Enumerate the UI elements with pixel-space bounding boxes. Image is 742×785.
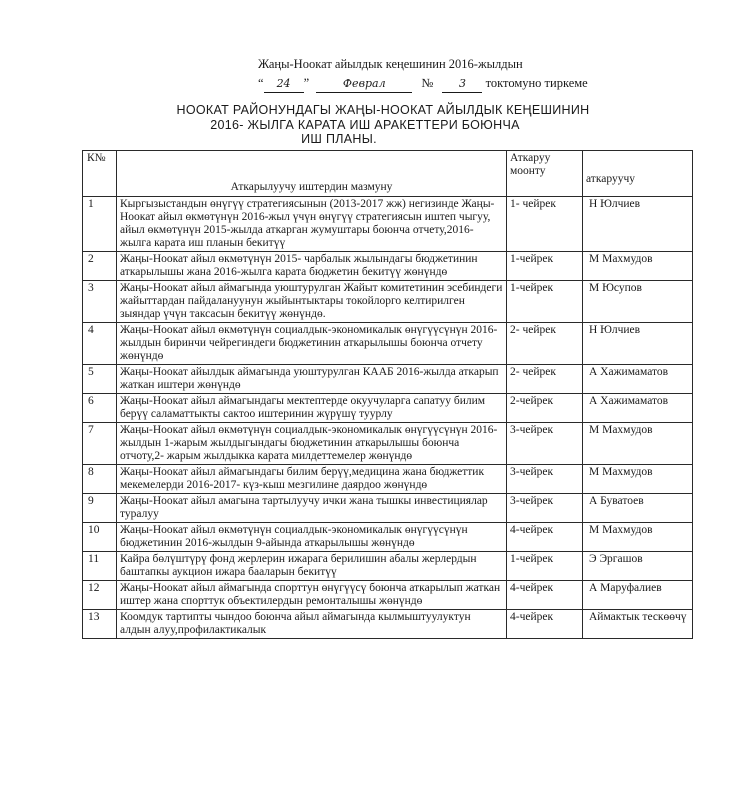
table-row [83, 494, 693, 523]
row-deadline: 1-чейрек [507, 252, 583, 281]
annex-line-2 [258, 75, 588, 93]
annex-tail: токтомуно тиркеме [485, 76, 588, 90]
row-number: 9 [83, 494, 117, 523]
handwritten-number: 3 [442, 76, 482, 93]
row-responsible: Э Эргашов [583, 552, 693, 581]
table-row [83, 365, 693, 394]
table-row [83, 423, 693, 465]
row-responsible: А Хажимаматов [583, 394, 693, 423]
row-number: 3 [83, 281, 117, 323]
row-number: 4 [83, 323, 117, 365]
row-responsible: М Махмудов [583, 423, 693, 465]
header-deadline: Аткаруу моонту [507, 151, 583, 197]
row-number: 12 [83, 581, 117, 610]
row-content: Коомдук тартипты чындоо боюнча айыл аймагында кылмыштуулуктун алдын алуу,профилактикалык [117, 610, 507, 639]
header-responsible: аткаруучу [583, 151, 693, 197]
row-deadline: 4-чейрек [507, 523, 583, 552]
row-responsible: М Юсупов [583, 281, 693, 323]
row-responsible: М Махмудов [583, 465, 693, 494]
work-plan-table [82, 150, 693, 639]
handwritten-month: Феврал [316, 76, 412, 93]
row-deadline: 4-чейрек [507, 610, 583, 639]
table-row [83, 323, 693, 365]
row-content: Жаңы-Ноокат айыл өкмөтүнүн социалдык-экономикалык өнүгүүсүнүн 2016-жылдын 1-жарым жылдыгындагы бюджетинин аткарылышы боюнча отчоту,2- жарым жылдыкка карата милдеттемелер жөнүндө [117, 423, 507, 465]
row-deadline: 2- чейрек [507, 365, 583, 394]
document-title-line-1: НООКАТ РАЙОНУНДАГЫ ЖАҢЫ-НООКАТ АЙЫЛДЫК КЕҢЕШИНИН [176, 103, 590, 117]
row-content: Жаңы-Ноокат айыл өкмөтүнүн социалдык-экономикалык өнүгүүсүнүн 2016-жылдын биринчи чейрегиндеги бюджетинин аткарылышы боюнча отчету жөнүндө [117, 323, 507, 365]
row-responsible: Н Юлчиев [583, 197, 693, 252]
row-responsible: А Хажимаматов [583, 365, 693, 394]
row-number: 2 [83, 252, 117, 281]
row-number: 6 [83, 394, 117, 423]
table-row [83, 281, 693, 323]
row-content: Жаңы-Ноокат айыл амагына тартылуучу ички жана тышкы инвестициялар туралуу [117, 494, 507, 523]
header-content: Аткарылуучу иштердин мазмуну [117, 151, 507, 197]
row-deadline: 2-чейрек [507, 394, 583, 423]
row-deadline: 3-чейрек [507, 494, 583, 523]
row-responsible: М Махмудов [583, 252, 693, 281]
table-row [83, 465, 693, 494]
table-row [83, 394, 693, 423]
row-content: Жаңы-Ноокат айыл аймагындагы мектептерде окуучуларга сапатуу билим берүү саламаттыкты сактоо иштеринин жүрүшү туурлу [117, 394, 507, 423]
document-title-line-3: ИШ ПЛАНЫ. [301, 132, 377, 146]
table-row [83, 252, 693, 281]
row-number: 1 [83, 197, 117, 252]
row-number: 10 [83, 523, 117, 552]
table-row [83, 523, 693, 552]
table-row [83, 197, 693, 252]
row-number: 13 [83, 610, 117, 639]
table-row [83, 552, 693, 581]
close-quote: ” [303, 76, 310, 90]
row-content: Кыргызыстандын өнүгүү стратегиясынын (2013-2017 жж) негизинде Жаңы-Ноокат айыл өкмөтүнүн 2016-жыл үчүн өнүгүү стратегиясын иштеп чыгуу, айыл өкмөтүнүн 2015-жылда аткарган жумуштары боюнча отчету,2016-жылга карата иш планын бекитүү [117, 197, 507, 252]
row-content: Жаңы-Ноокат айыл өкмөтүнүн 2015- чарбалык жылындагы бюджетинин аткарылышы жана 2016-жылга карата бюджетин бекитүү жөнүндө [117, 252, 507, 281]
header-number: К№ [83, 151, 117, 197]
row-number: 11 [83, 552, 117, 581]
row-content: Кайра бөлүштүрү фонд жерлерин ижарага берилишин абалы жерлердын баштапкы аукцион ижара бааларын бекитүү [117, 552, 507, 581]
row-deadline: 3-чейрек [507, 465, 583, 494]
table-body [83, 197, 693, 639]
row-number: 8 [83, 465, 117, 494]
row-deadline: 3-чейрек [507, 423, 583, 465]
row-content: Жаңы-Ноокат айыл аймагында спорттун өнүгүүсү боюнча аткарылып жаткан иштер жана спорттук объектилердын ремонталышы жөнүндө [117, 581, 507, 610]
open-quote: “ [258, 76, 264, 90]
row-deadline: 1- чейрек [507, 197, 583, 252]
row-number: 7 [83, 423, 117, 465]
row-content: Жаңы-Ноокат айыл аймагында уюштурулган Жайыт комитетинин эсебиндеги жайыттардан пайдалануунун жыйынтыктары токойлорго келтирилген зыяндар үчүн таксасын бекитүү жөнүндө. [117, 281, 507, 323]
document-title-line-2: 2016- ЖЫЛГА КАРАТА ИШ АРАКЕТТЕРИ БОЮНЧА [210, 118, 520, 132]
row-deadline: 1-чейрек [507, 281, 583, 323]
table-row [83, 610, 693, 639]
row-responsible: М Махмудов [583, 523, 693, 552]
row-deadline: 1-чейрек [507, 552, 583, 581]
table-header-row [83, 151, 693, 197]
row-deadline: 2- чейрек [507, 323, 583, 365]
row-responsible: Аймактык тескөөчү [583, 610, 693, 639]
row-responsible: Н Юлчиев [583, 323, 693, 365]
row-content: Жаңы-Ноокат айыл өкмөтүнүн социалдык-экономикалык өнүгүүсүнүн бюджетинин 2016-жылдын 9-айында аткарылышы жөнүндө [117, 523, 507, 552]
table-row [83, 581, 693, 610]
handwritten-day: 24 [264, 76, 304, 93]
row-number: 5 [83, 365, 117, 394]
row-responsible: А Буватоев [583, 494, 693, 523]
row-content: Жаңы-Ноокат айыл аймагындагы билим берүү,медицина жана бюджеттик мекемелерди 2016-2017- күз-кыш мезгилине даярдоо жөнүндө [117, 465, 507, 494]
row-responsible: А Маруфалиев [583, 581, 693, 610]
row-content: Жаңы-Ноокат айылдык аймагында уюштурулган КААБ 2016-жылда аткарып жаткан иштери жөнүндө [117, 365, 507, 394]
number-label: № [421, 76, 434, 90]
annex-line-1: Жаңы-Ноокат айылдык кеңешинин 2016-жылдын [258, 57, 523, 71]
row-deadline: 4-чейрек [507, 581, 583, 610]
